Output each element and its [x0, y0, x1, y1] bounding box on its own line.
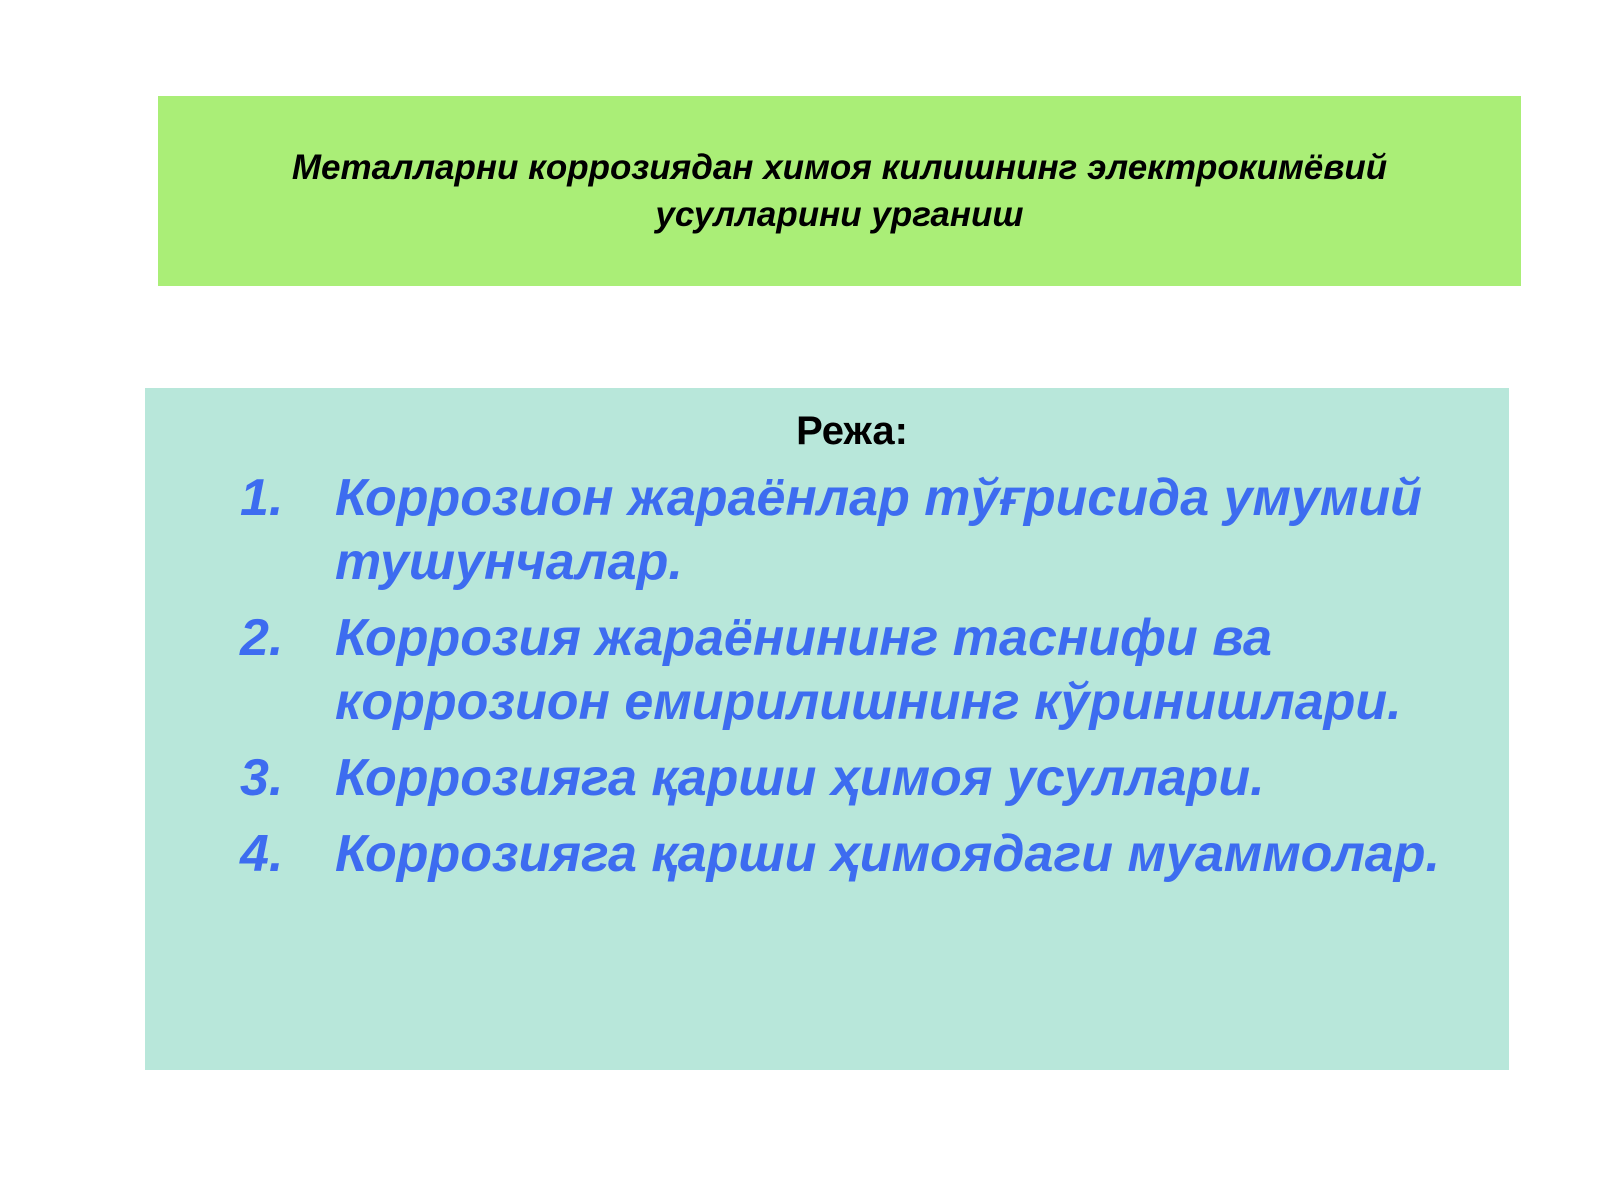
plan-heading: Режа:	[796, 409, 908, 453]
slide-title-line-1: Металларни коррозиядан химоя килишнинг электрокимёвий	[291, 148, 1388, 187]
plan-item-text: Коррозион жараёнлар тўғрисида умумий тушунчалар.	[335, 469, 1422, 591]
plan-item-4	[240, 822, 1490, 886]
plan-item-number: 4.	[240, 825, 284, 883]
plan-panel	[145, 388, 1509, 1070]
slide-title-banner	[158, 96, 1521, 286]
plan-item-text: Коррозияга қарши ҳимоядаги муаммолар.	[335, 825, 1440, 883]
plan-item-2	[240, 606, 1490, 734]
slide-title-line-2: усулларини урганиш	[655, 195, 1024, 234]
plan-item-1	[240, 466, 1490, 594]
plan-item-3	[240, 746, 1490, 810]
plan-item-text: Коррозияга қарши ҳимоя усуллари.	[335, 749, 1265, 807]
plan-item-text: Коррозия жараёнининг таснифи ва коррозион емирилишнинг кўринишлари.	[335, 609, 1402, 731]
slide-title	[292, 144, 1387, 238]
plan-item-number: 1.	[240, 469, 284, 527]
plan-item-number: 3.	[240, 749, 284, 807]
plan-item-number: 2.	[240, 609, 284, 667]
plan-list	[240, 466, 1490, 898]
